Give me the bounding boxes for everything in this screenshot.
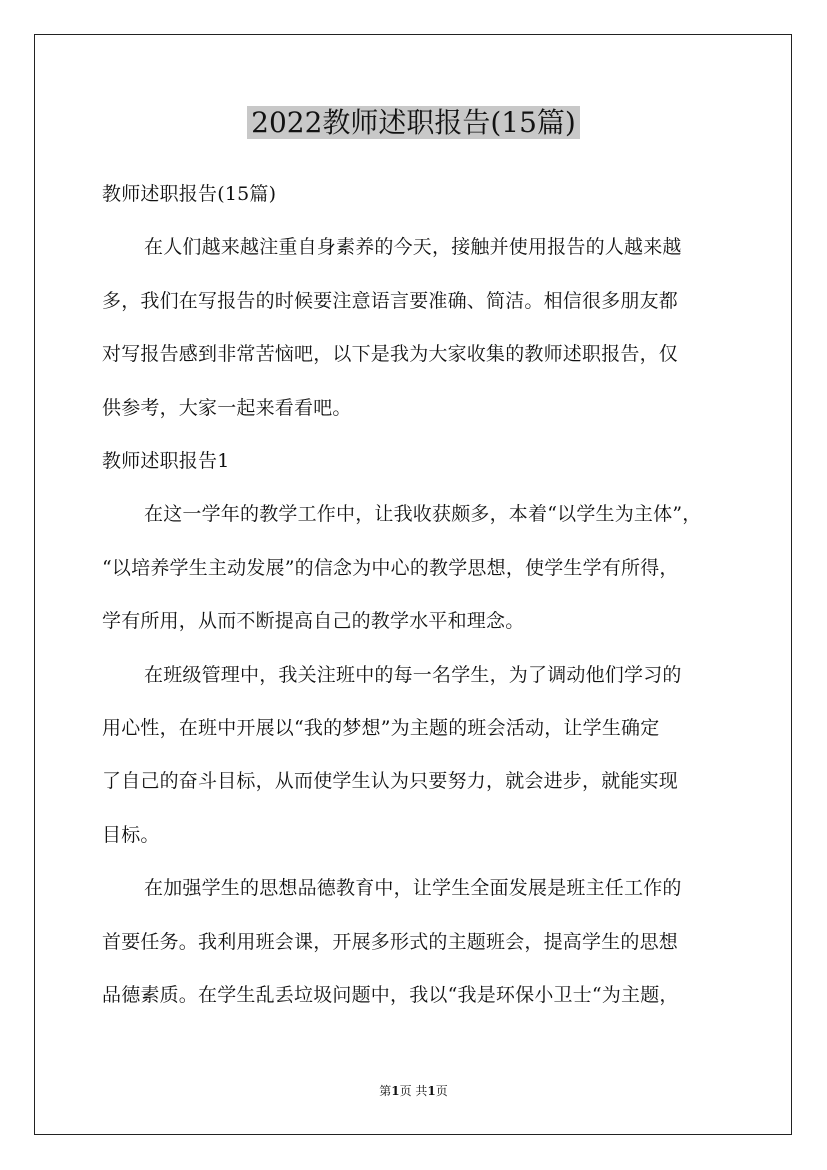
- paragraph-line: 多，我们在写报告的时候要注意语言要准确、简洁。相信很多朋友都: [102, 289, 679, 312]
- page-footer: [0, 1082, 827, 1100]
- paragraph-line: 在加强学生的思想品德教育中，让学生全面发展是班主任工作的: [144, 877, 682, 900]
- paragraph-line: 对写报告感到非常苦恼吧，以下是我为大家收集的教师述职报告，仅: [102, 343, 679, 366]
- footer-page-total: 1: [427, 1084, 436, 1098]
- paragraph-line: 用心性，在班中开展以“我的梦想”为主题的班会活动，让学生确定: [102, 717, 660, 740]
- subtitle: 教师述职报告(15篇): [102, 183, 277, 205]
- paragraph-line: 在人们越来越注重自身素养的今天，接触并使用报告的人越来越: [144, 236, 682, 259]
- footer-page-prefix: 第: [379, 1084, 392, 1098]
- paragraph-line: 在这一学年的教学工作中，让我收获颇多，本着“以学生为主体”，: [144, 503, 702, 526]
- document-body: [102, 168, 742, 1023]
- paragraph-line: 学有所用，从而不断提高自己的教学水平和理念。: [102, 610, 525, 633]
- footer-page-suffix: 页: [435, 1084, 448, 1098]
- document-title: [0, 103, 827, 143]
- footer-page-mid: 页 共: [399, 1084, 428, 1098]
- paragraph-line: 供参考，大家一起来看看吧。: [102, 396, 352, 419]
- paragraph-line: 目标。: [102, 823, 160, 846]
- paragraph-line: 首要任务。我利用班会课，开展多形式的主题班会，提高学生的思想: [102, 930, 679, 953]
- paragraph-line: “以培养学生主动发展”的信念为中心的教学思想，使学生学有所得，: [102, 556, 679, 579]
- paragraph-line: 了自己的奋斗目标，从而使学生认为只要努力，就会进步，就能实现: [102, 770, 679, 793]
- section-heading: 教师述职报告1: [102, 450, 230, 473]
- paragraph-line: 在班级管理中，我关注班中的每一名学生，为了调动他们学习的: [144, 663, 682, 686]
- paragraph-line: 品德素质。在学生乱丢垃圾问题中，我以“我是环保小卫士“为主题，: [102, 984, 679, 1007]
- footer-page-number: 1: [391, 1084, 400, 1098]
- document-title-text: 2022教师述职报告(15篇): [247, 106, 580, 139]
